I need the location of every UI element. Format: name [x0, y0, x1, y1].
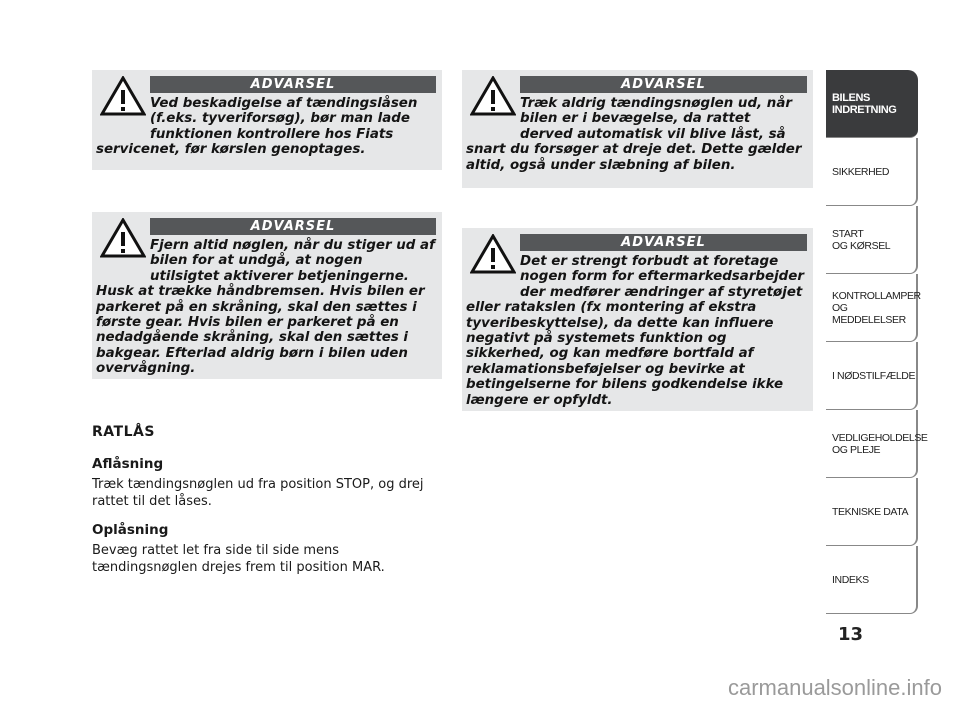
tab-label: I NØDSTILFÆLDE — [832, 369, 916, 382]
warning-box — [462, 228, 813, 411]
lock-heading: Aflåsning — [92, 456, 164, 472]
tab-label: START OG KØRSEL — [832, 227, 891, 252]
section-title: RATLÅS — [92, 424, 155, 440]
tab-vedligeholdelse[interactable] — [826, 410, 928, 478]
warning-label: ADVARSEL — [520, 76, 807, 93]
warning-box — [92, 70, 442, 170]
tab-sikkerhed[interactable] — [826, 138, 918, 206]
lock-text: Træk tændingsnøglen ud fra position STOP, og drej rattet til det låses. — [92, 477, 424, 509]
tab-kontrollamper[interactable] — [826, 274, 921, 342]
tab-label: VEDLIGEHOLDELSE OG PLEJE — [832, 431, 928, 456]
tab-label: TEKNISKE DATA — [832, 505, 909, 518]
tab-label: SIKKERHED — [832, 165, 890, 178]
warning-text: Det er strengt forbudt at foretage nogen form for eftermarkedsarbejder der medfører ændringer af styretøjet eller ratakslen (fx montering af ekstra tyveribeskyttelse), da dette kan influere negativt på systemets funktion og sikkerhed, og kan medføre bortfald af reklamationsbeføjelser og bevirke at betingelserne for bilens godkendelse ikke længere er opfyldt. — [466, 254, 804, 408]
warning-text: Fjern altid nøglen, når du stiger ud af bilen for at undgå, at nogen utilsigtet aktiverer betjeningerne. Husk at trække håndbremsen. Hvis bilen er parkeret på en skråning, skal den sættes i første gear. Hvis bilen er parkeret på en nedadgående skråning, skal den sættes i bakgear. Efterlad aldrig børn i bilen uden overvågning. — [96, 238, 435, 377]
tab-tekniske-data[interactable] — [826, 478, 918, 546]
tab-label: KONTROLLAMPER OG MEDDELELSER — [832, 289, 921, 326]
warning-box — [92, 212, 442, 379]
tab-nodstilfaelde[interactable] — [826, 342, 918, 410]
warning-text: Ved beskadigelse af tændingslåsen (f.eks. tyveriforsøg), bør man lade funktionen kontrollere hos Fiats servicenet, før kørslen genoptages. — [96, 96, 418, 158]
warning-box — [462, 70, 813, 188]
warning-text: Træk aldrig tændingsnøglen ud, når bilen er i bevægelse, da rattet derved automatisk vil blive låst, så snart du forsøger at dreje det. Dette gælder altid, også under slæbning af bilen. — [466, 96, 802, 173]
page-number: 13 — [838, 624, 864, 645]
warning-label: ADVARSEL — [150, 76, 436, 93]
chapter-sidebar — [826, 70, 928, 614]
watermark: carmanualsonline.info — [727, 675, 942, 700]
warning-label: ADVARSEL — [520, 234, 807, 251]
unlock-heading: Oplåsning — [92, 522, 169, 538]
unlock-text: Bevæg rattet let fra side til side mens tændingsnøglen drejes frem til position MAR. — [92, 543, 385, 575]
tab-label: INDEKS — [832, 573, 869, 586]
tab-indeks[interactable] — [826, 546, 918, 614]
warning-label: ADVARSEL — [150, 218, 436, 235]
tab-bilens-indretning[interactable] — [826, 70, 918, 138]
tab-start-og-korsel[interactable] — [826, 206, 918, 274]
steering-lock-section — [92, 420, 442, 588]
tab-label: BILENS INDRETNING — [832, 91, 897, 116]
